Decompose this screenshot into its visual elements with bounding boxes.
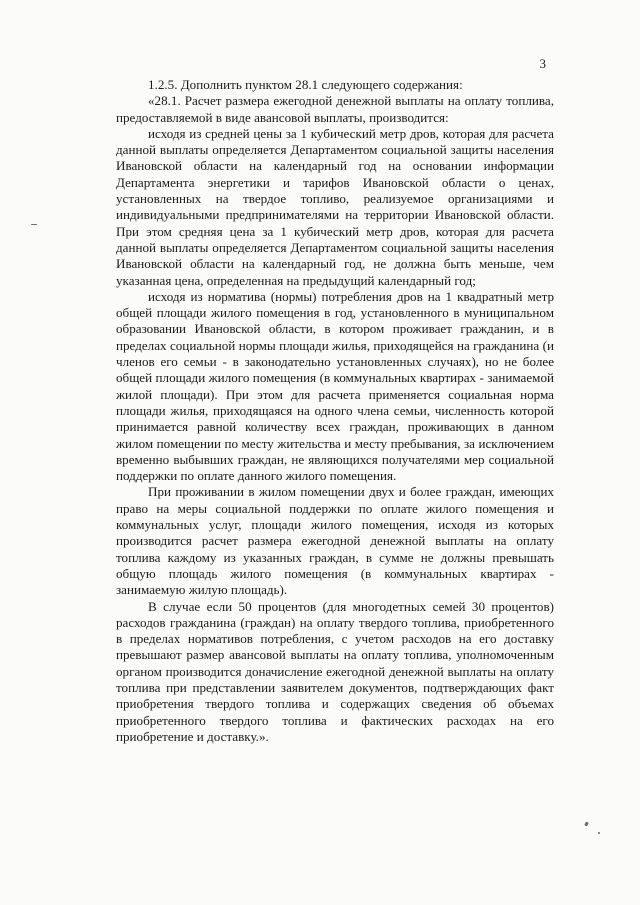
scan-speck-left-margin bbox=[31, 224, 37, 225]
paragraph-clause-28-1: «28.1. Расчет размера ежегодной денежной выплаты на оплату топлива, предоставляемой в виде авансовой выплаты, производится: bbox=[116, 93, 554, 125]
scan-speck-bottom-right bbox=[584, 822, 589, 827]
scan-speck-bottom-right-small bbox=[598, 832, 600, 834]
document-body bbox=[116, 77, 554, 745]
paragraph-consumption-norm: исходя из норматива (нормы) потребления дров на 1 квадратный метр общей площади жилого помещения в год, установленного в муниципальном образовании Ивановской области, в котором проживает гражданин, и в пределах социальной нормы площади жилья, приходящейся на гражданина (и членов его семьи - в законодательно установленных случаях), но не более общей площади жилого помещения (в коммунальных квартирах - занимаемой жилой площади). При этом для расчета применяется социальная норма площади жилья, приходящаяся на одного члена семьи, численность которой принимается равной количеству всех граждан, проживающих в данном жилом помещении по месту жительства и месту пребывания, за исключением временно выбывших граждан, не являющихся получателями мер социальной поддержки по оплате данного жилого помещения. bbox=[116, 288, 554, 484]
paragraph-multiple-residents: При проживании в жилом помещении двух и более граждан, имеющих право на меры социальной поддержки по оплате жилого помещения и коммунальных услуг, площади жилого помещения, исходя из которых производится расчет размера ежегодной денежной выплаты на оплату топлива каждому из указанных граждан, в сумме не должны превышать общую площадь жилого помещения (в коммунальных квартирах - занимаемую жилую площадь). bbox=[116, 484, 554, 598]
page-number: 3 bbox=[539, 56, 546, 71]
paragraph-average-price: исходя из средней цены за 1 кубический метр дров, которая для расчета данной выплаты определяется Департаментом социальной защиты населения Ивановской области на календарный год на основании информации Департамента энергетики и тарифов Ивановской области о ценах, установленных на твердое топливо, реализуемое организациями и индивидуальными предпринимателями на территории Ивановской области. При этом средняя цена за 1 кубический метр дров, которая для расчета данной выплаты определяется Департаментом социальной защиты населения Ивановской области на календарный год, не должна быть меньше, чем указанная цена, определенная на предыдущий календарный год; bbox=[116, 125, 554, 288]
paragraph-intro: 1.2.5. Дополнить пунктом 28.1 следующего содержания: bbox=[148, 77, 463, 92]
paragraph-additional-payment: В случае если 50 процентов (для многодетных семей 30 процентов) расходов гражданина (граждан) на оплату твердого топлива, приобретенного в пределах нормативов потребления, с учетом расходов на его доставку превышают размер авансовой выплаты на оплату топлива, уполномоченным органом производится доначисление ежегодной денежной выплаты на оплату топлива при представлении заявителем документов, подтверждающих факт приобретения твердого топлива и содержащих сведения об объемах приобретенного твердого топлива и фактических расходах на его приобретение и доставку.». bbox=[116, 598, 554, 744]
